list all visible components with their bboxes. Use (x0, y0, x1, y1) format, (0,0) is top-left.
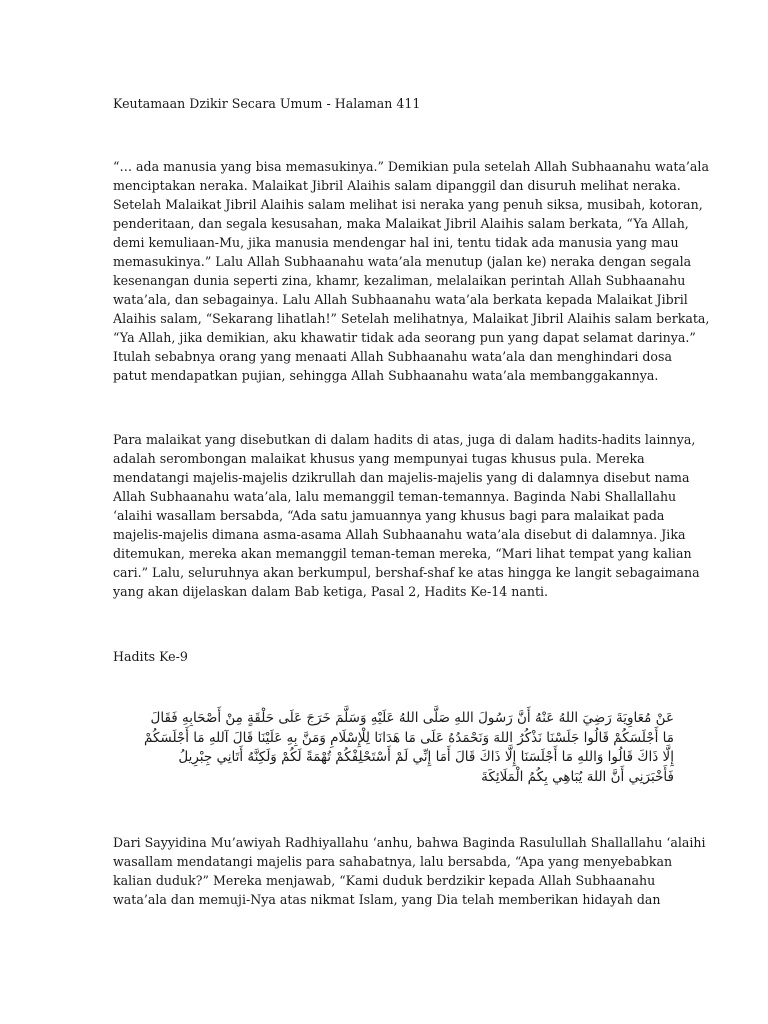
paragraph-3-line: Dari Sayyidina Mu’awiyah Radhiyallahu ‘anhu, bahwa Baginda Rasulullah Shallallahu ‘alaihi (113, 835, 706, 850)
paragraph-1-line: patut mendapatkan pujian, sehingga Allah Subhaanahu wata’ala membanggakannya. (113, 368, 659, 383)
paragraph-1-line: wata’ala, dan sebagainya. Lalu Allah Subhaanahu wata’ala berkata kepada Malaikat Jibril (113, 292, 688, 307)
paragraph-2-line: majelis-majelis dimana asma-asama Allah Subhaanahu wata’ala disebut di dalamnya. Jika (113, 527, 686, 542)
paragraph-2-line: adalah serombongan malaikat khusus yang mempunyai tugas khusus pula. Mereka (113, 451, 645, 466)
arabic-line: عَنْ مُعَاوِيَةَ رَضِيَ اللهُ عَنْهُ أَنَّ رَسُولَ اللهِ صَلَّى اللهُ عَلَيْهِ وَسَلَّمَ خَرَجَ عَلَى حَلْقَةٍ مِنْ أَصْحَابِهِ فَقَالَ (150, 710, 674, 726)
paragraph-1-line: menciptakan neraka. Malaikat Jibril Alaihis salam dipanggil dan disuruh melihat neraka. (113, 178, 681, 193)
paragraph-2-line: Allah Subhaanahu wata’ala, lalu memanggil teman-temannya. Baginda Nabi Shallallahu (113, 489, 677, 504)
paragraph-1-line: kesenangan dunia seperti zina, khamr, kezaliman, melalaikan perintah Allah Subhaanahu (113, 273, 686, 288)
paragraph-2-line: ditemukan, mereka akan memanggil teman-teman mereka, “Mari lihat tempat yang kalian (113, 546, 692, 561)
paragraph-1-line: Setelah Malaikat Jibril Alaihis salam melihat isi neraka yang penuh siksa, musibah, kotoran, (113, 197, 703, 212)
paragraph-1-line: Alaihis salam, “Sekarang lihatlah!” Setelah melihatnya, Malaikat Jibril Alaihis salam berkata, (113, 311, 710, 326)
paragraph-1-line: penderitaan, dan segala kesusahan, maka Malaikat Jibril Alaihis salam berkata, “Ya Allah, (113, 216, 689, 231)
paragraph-1-line: demi kemuliaan-Mu, jika manusia mendengar hal ini, tentu tidak ada manusia yang mau (113, 235, 679, 250)
arabic-line: مَا أَجْلَسَكُمْ قَالُوا جَلَسْنَا نَذْكُرُ اللهَ وَنَحْمَدُهُ عَلَى مَا هَدَانَا لِلْإِسْلَامِ وَمَنَّ بِهِ عَلَيْنَا قَالَ آللهِ مَا أَجْلَسَكُمْ (143, 729, 674, 746)
paragraph-1-line: Itulah sebabnya orang yang menaati Allah Subhaanahu wata’ala dan menghindari dosa (113, 349, 672, 364)
paragraph-1-line: “Ya Allah, jika demikian, aku khawatir tidak ada seorang pun yang dapat selamat darinya.” (113, 330, 696, 345)
arabic-line: إِلَّا ذَاكَ قَالُوا وَاللهِ مَا أَجْلَسَنَا إِلَّا ذَاكَ قَالَ أَمَا إِنِّي لَمْ أَسْتَحْلِفْكُمْ تُهْمَةً لَكُمْ وَلَكِنَّهُ أَتَانِي جِبْرِيلُ (178, 749, 674, 766)
paragraph-2-line: cari.” Lalu, seluruhnya akan berkumpul, bershaf-shaf ke atas hingga ke langit sebagaimana (113, 565, 700, 580)
paragraph-2-line: ‘alaihi wasallam bersabda, “Ada satu jamuannya yang khusus bagi para malaikat pada (113, 508, 665, 523)
paragraph-3-line: wata’ala dan memuji-Nya atas nikmat Islam, yang Dia telah memberikan hidayah dan (113, 892, 661, 907)
arabic-line: فَأَخْبَرَنِي أَنَّ اللهَ يُبَاهِي بِكُمُ الْمَلَائِكَةَ (481, 768, 674, 785)
paragraph-2-line: Para malaikat yang disebutkan di dalam hadits di atas, juga di dalam hadits-hadits lainnya, (113, 432, 696, 447)
paragraph-1-line: memasukinya.” Lalu Allah Subhaanahu wata’ala menutup (jalan ke) neraka dengan segala (113, 254, 692, 269)
section-heading: Hadits Ke-9 (113, 649, 188, 664)
paragraph-1-line: “… ada manusia yang bisa memasukinya.” Demikian pula setelah Allah Subhaanahu wata’ala (113, 159, 709, 174)
paragraph-2-line: mendatangi majelis-majelis dzikrullah dan majelis-majelis yang di dalamnya disebut nama (113, 470, 690, 485)
arabic-hadith-text (100, 709, 674, 787)
page-title: Keutamaan Dzikir Secara Umum - Halaman 411 (113, 96, 421, 111)
paragraph-2-line: yang akan dijelaskan dalam Bab ketiga, Pasal 2, Hadits Ke-14 nanti. (113, 584, 549, 599)
paragraph-3-line: wasallam mendatangi majelis para sahabatnya, lalu bersabda, “Apa yang menyebabkan (113, 854, 673, 869)
paragraph-3-line: kalian duduk?” Mereka menjawab, “Kami duduk berdzikir kepada Allah Subhaanahu (113, 873, 656, 888)
